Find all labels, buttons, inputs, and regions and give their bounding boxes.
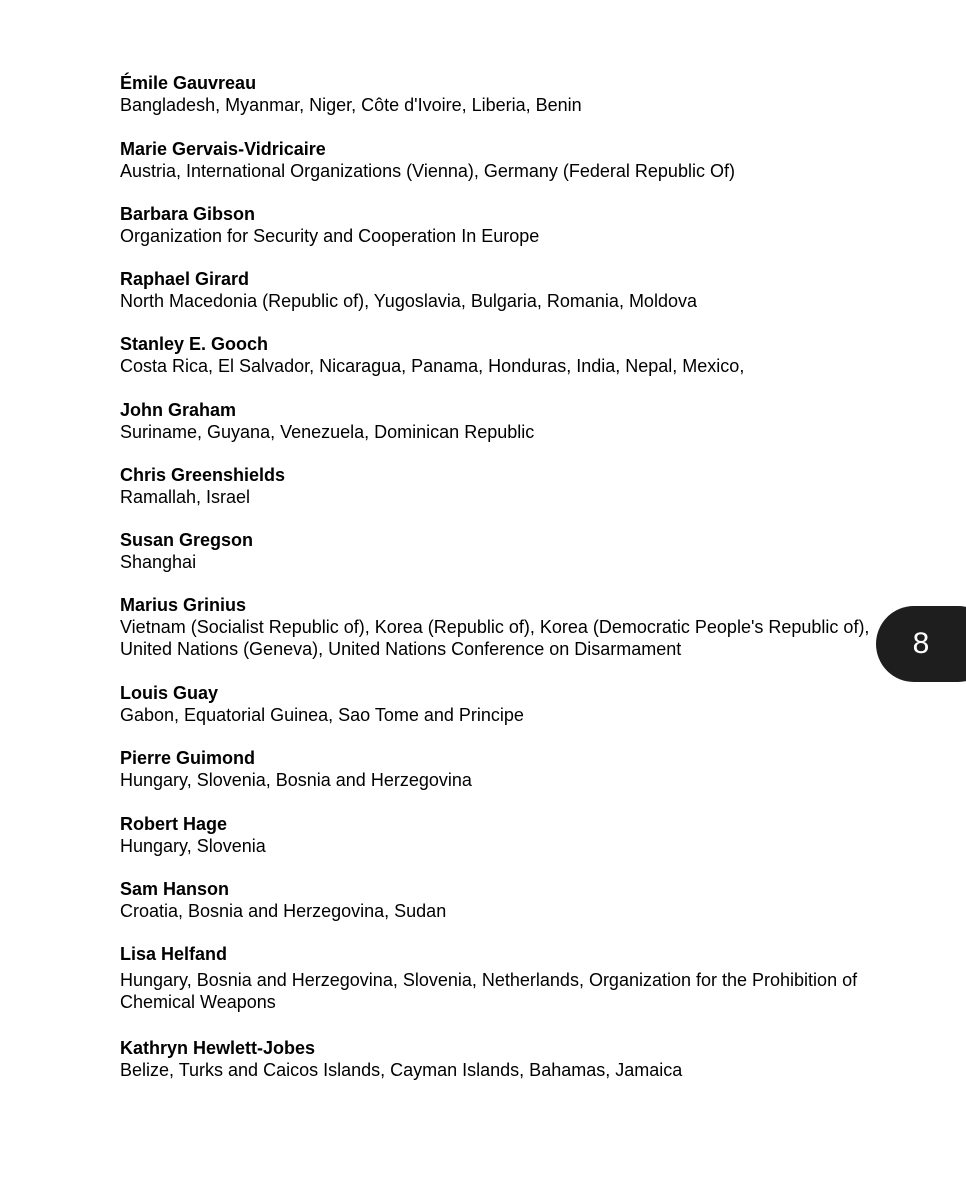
entry-posts: Austria, International Organizations (Vienna), Germany (Federal Republic Of) — [120, 161, 735, 181]
entry-name: Pierre Guimond — [120, 748, 256, 768]
entry-helfand — [120, 943, 880, 1013]
entry-name: Stanley E. Gooch — [120, 334, 269, 354]
entry-name: Kathryn Hewlett-Jobes — [120, 1038, 316, 1058]
entry-gauvreau — [120, 72, 880, 116]
entry-posts: Hungary, Slovenia, Bosnia and Herzegovina — [120, 770, 472, 790]
entry-posts: Gabon, Equatorial Guinea, Sao Tome and Principe — [120, 705, 524, 725]
entry-name: Barbara Gibson — [120, 204, 256, 224]
entry-posts: Hungary, Slovenia — [120, 836, 266, 856]
entry-posts: Organization for Security and Cooperation In Europe — [120, 226, 540, 246]
entry-hewlett-jobes — [120, 1037, 880, 1081]
entry-posts: Bangladesh, Myanmar, Niger, Côte d'Ivoire, Liberia, Benin — [120, 95, 582, 115]
entry-name: Lisa Helfand — [120, 944, 228, 964]
entry-name: John Graham — [120, 400, 237, 420]
entry-hanson — [120, 878, 880, 922]
entry-girard — [120, 268, 880, 312]
entry-posts: Vietnam (Socialist Republic of), Korea (Republic of), Korea (Democratic People's Republic of), United Nations (Geneva), United Nations Conference on Disarmament — [120, 617, 870, 659]
entry-gooch — [120, 333, 880, 377]
entry-name: Louis Guay — [120, 683, 219, 703]
entry-grinius — [120, 594, 880, 660]
entry-gervais-vidricaire — [120, 138, 880, 182]
entry-gibson — [120, 203, 880, 247]
entry-hage — [120, 813, 880, 857]
entry-posts: Ramallah, Israel — [120, 487, 251, 507]
entry-posts: Belize, Turks and Caicos Islands, Cayman Islands, Bahamas, Jamaica — [120, 1060, 683, 1080]
entry-name: Raphael Girard — [120, 269, 250, 289]
entry-name: Émile Gauvreau — [120, 73, 257, 93]
entry-graham — [120, 399, 880, 443]
entry-name: Susan Gregson — [120, 530, 254, 550]
entry-guay — [120, 682, 880, 726]
page-number: 8 — [912, 627, 930, 660]
entry-posts: Shanghai — [120, 552, 197, 572]
entry-guimond — [120, 747, 880, 791]
entry-name: Marie Gervais-Vidricaire — [120, 139, 326, 159]
entry-posts: Costa Rica, El Salvador, Nicaragua, Panama, Honduras, India, Nepal, Mexico, — [120, 356, 745, 376]
entry-posts: Suriname, Guyana, Venezuela, Dominican Republic — [120, 422, 535, 442]
entry-name: Sam Hanson — [120, 879, 230, 899]
entry-posts: North Macedonia (Republic of), Yugoslavia, Bulgaria, Romania, Moldova — [120, 291, 697, 311]
entry-name: Robert Hage — [120, 814, 228, 834]
entry-posts: Hungary, Bosnia and Herzegovina, Slovenia, Netherlands, Organization for the Prohibition of Chemical Weapons — [120, 970, 858, 1012]
entry-greenshields — [120, 464, 880, 508]
entry-name: Marius Grinius — [120, 595, 247, 615]
entry-gregson — [120, 529, 880, 573]
entry-name: Chris Greenshields — [120, 465, 286, 485]
entry-posts: Croatia, Bosnia and Herzegovina, Sudan — [120, 901, 447, 921]
